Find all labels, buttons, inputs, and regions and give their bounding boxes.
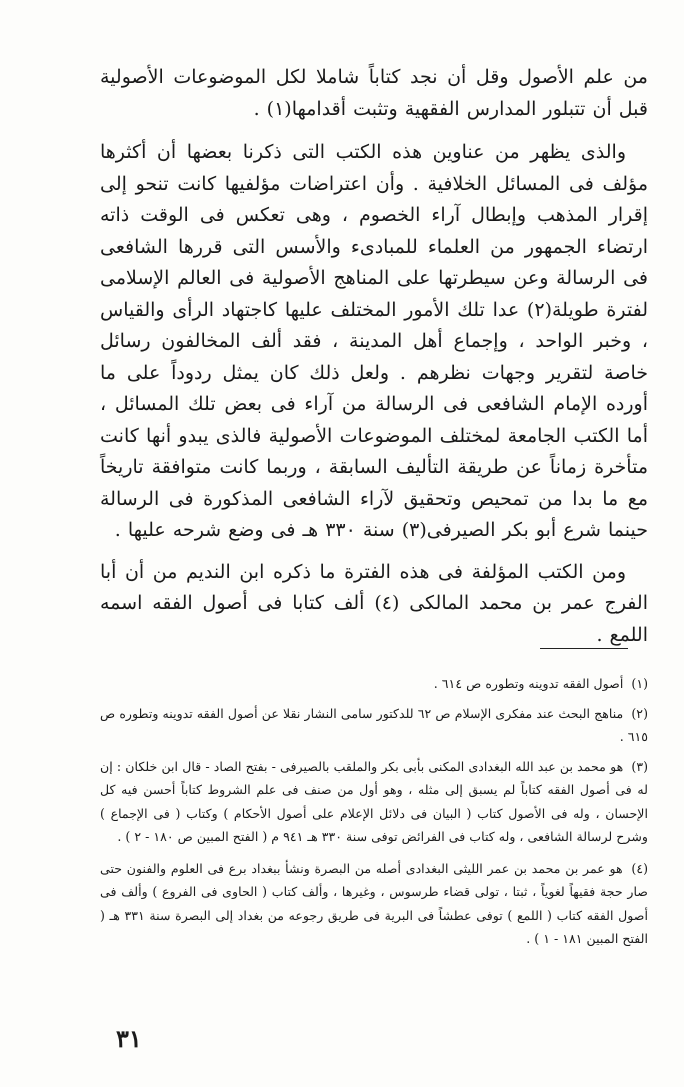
footnote-number: (٤) xyxy=(631,860,648,876)
footnote-4 xyxy=(100,857,648,951)
paragraph-1: من علم الأصول وقل أن نجد كتاباً شاملا لكل الموضوعات الأصولية قبل أن تتبلور المدارس الفقهية وتثبت أقدامها(١) . xyxy=(100,66,648,120)
paragraph-2: والذى يظهر من عناوين هذه الكتب التى ذكرنا بعضها أن أكثرها مؤلف فى المسائل الخلافية . وأن اعتراضات مؤلفيها كانت تنحو إلى إقرار المذهب وإبطال آراء الخصوم ، وهى تعكس فى الوقت ذاته ارتضاء الجمهور من العلماء للمبادىء والأسس التى قررها الشافعى فى الرسالة وعن سيطرتها على المناهج الأصولية فى العالم الإسلامى لفترة طويلة(٢) عدا تلك الأمور المختلف عليها كاجتهاد الرأى والقياس ، وخبر الواحد ، وإجماع أهل المدينة ، فقد ألف المخالفون رسائل خاصة لتقرير وجهات نظرهم . ولعل ذلك كان يمثل ردوداً على ما أورده الإمام الشافعى فى الرسالة من آراء فى بعض تلك المسائل ، أما الكتب الجامعة لمختلف الموضوعات الأصولية فالذى يبدو أنها كانت متأخرة زماناً عن طريقة التأليف السابقة ، وربما كانت متوافقة تاريخاً مع ما بدا من تمحيص وتحقيق لآراء الشافعى المذكورة فى الرسالة حينما شرع أبو بكر الصيرفى(٣) سنة ٣٣٠ هـ فى وضع شرحه عليها . xyxy=(100,141,648,541)
footnote-separator xyxy=(540,648,628,649)
footnote-text: مناهج البحث عند مفكرى الإسلام ص ٦٢ للدكتور سامى النشار نقلا عن أصول الفقه تدوينه وتطوره ص ٦١٥ . xyxy=(100,705,648,744)
footnote-text: هو محمد بن عبد الله البغدادى المكنى بأبى بكر والملقب بالصيرفى - بفتح الصاد - قال ابن خلكان : إن له فى أصول الفقه كتاباً لم يسبق إلى مثله ، وهو أول من صنف فى علم الشروط كتاباً أحسن فيه كل الإحسان ، وله فى الأصول كتاب ( البيان فى دلائل الإعلام على أصول الأحكام ) وكتاب ( فى الإجماع ) وشرح لرسالة الشافعى ، وله كتاب فى الفرائض توفى سنة ٣٣٠ هـ ٩٤١ م ( الفتح المبين ص ١٨٠ - ٢ ) . xyxy=(100,758,648,844)
page-number: ٣١ xyxy=(116,1024,142,1053)
footnote-text: أصول الفقه تدوينه وتطوره ص ٦١٤ . xyxy=(433,676,624,691)
footnote-number: (١) xyxy=(631,676,648,691)
paragraph-3: ومن الكتب المؤلفة فى هذه الفترة ما ذكره ابن النديم من أن أبا الفرج عمر بن محمد المالكى (٤) ألف كتابا فى أصول الفقه اسمه اللمع . xyxy=(100,560,648,646)
footnote-1 xyxy=(100,672,648,696)
main-text xyxy=(100,62,648,651)
footnotes xyxy=(100,672,648,957)
footnote-2 xyxy=(100,702,648,749)
footnote-number: (٢) xyxy=(631,705,648,721)
footnote-number: (٣) xyxy=(631,758,648,774)
footnote-text: هو عمر بن محمد بن عمر الليثى البغدادى أصله من البصرة ونشأ ببغداد برع فى العلوم والفنون حتى صار حجة فقيهاً لغوياً ، ثبتا ، تولى قضاء طرسوس ، وغيرها ، وألف كتاب ( الحاوى فى الفروع ) وألف فى أصول الفقه كتاب ( اللمع ) توفى عطشاً فى البرية فى طريق رجوعه من بغداد إلى البصرة سنة ٣٣١ هـ ( الفتح المبين ١٨١ - ١ ) . xyxy=(100,860,648,946)
footnote-3 xyxy=(100,755,648,849)
